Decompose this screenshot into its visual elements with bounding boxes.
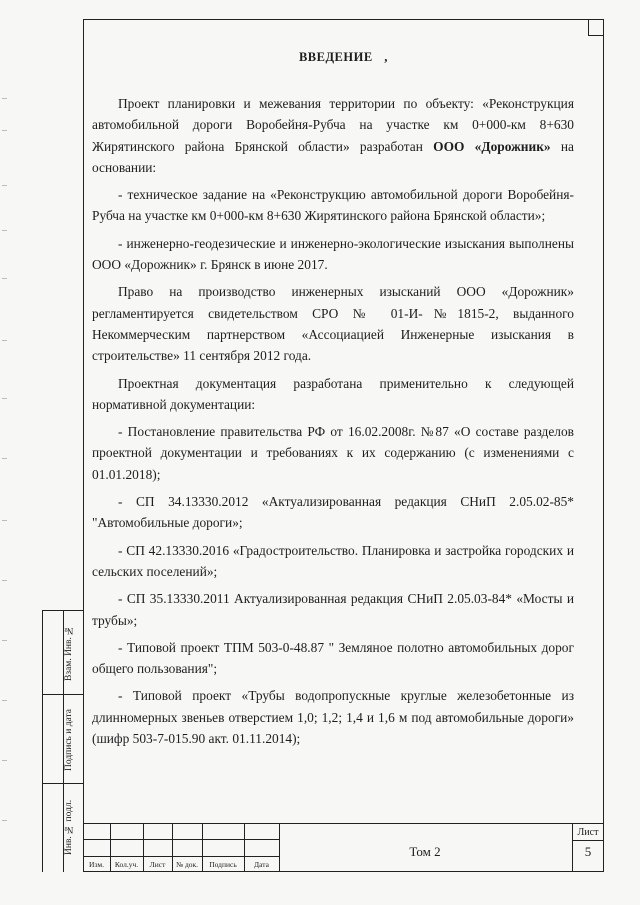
- paragraph-text: ООО «Дорожник»: [433, 138, 551, 154]
- paragraph-text: на основании:: [92, 138, 574, 175]
- paragraph-text: - СП 35.13330.2011 Актуализированная редакция СНиП 2.05.03-84* «Мосты и трубы»;: [92, 591, 574, 628]
- paragraph-5: [92, 373, 574, 416]
- paragraph-text: - Типовой проект ТПМ 503-0-48.87 " Земляное полотно автомобильных дорог общего пользования";: [92, 639, 574, 677]
- paragraph-8: [92, 540, 574, 583]
- paragraph-7: [92, 491, 574, 534]
- paragraph-text: Право на производство инженерных изысканий ООО «Дорожник» регламентируется свидетельством СРО № 01-И-№1815-2, выданного Некоммерческим партнерством «Ассоциацией Инженерные изыскания в строительстве» 11 сентября 2012 года.: [92, 284, 574, 364]
- paragraph-text: - СП 34.13330.2012 «Актуализированная редакция СНиП 2.05.02-85* "Автомобильные дороги»;: [92, 494, 574, 531]
- paragraph-text: Проект планировки и межевания территории по объекту: «Реконструкция автомобильной дороги Воробейня-Рубча на участке км 0+000-км 8+630 Жирятинского района Брянской области» разработан: [92, 96, 574, 154]
- page-title: [83, 49, 604, 65]
- paragraph-11: [92, 685, 574, 749]
- col-podpis: Подпись: [209, 860, 237, 869]
- sheet-label: Лист: [577, 827, 599, 838]
- paragraph-6: [92, 421, 574, 485]
- col-kol-uch: Кол.уч.: [114, 860, 139, 869]
- col-data: Дата: [254, 860, 269, 869]
- side-stamp: [42, 610, 83, 872]
- col-izm: Изм.: [89, 860, 104, 869]
- sheet-number: 5: [584, 844, 592, 859]
- paragraph-text: Проектная документация разработана применительно к следующей нормативной документации:: [92, 375, 574, 412]
- podpis-label: Подпись и дата: [64, 709, 74, 772]
- paragraph-4: [92, 281, 574, 366]
- paragraph-3: [92, 233, 574, 276]
- paragraph-2: [92, 184, 574, 227]
- paragraph-text: - Постановление правительства РФ от 16.02.2008г. №87 «О составе разделов проектной документации и требованиях к их содержанию (с изменениями с 01.01.2018);: [92, 424, 574, 482]
- title-block: [83, 823, 604, 872]
- title-mark: ,: [384, 49, 389, 64]
- paragraph-1: [92, 93, 574, 178]
- vzam-label: Взам. Инв. №: [64, 624, 74, 682]
- title-text: ВВЕДЕНИЕ: [298, 50, 373, 64]
- paragraph-text: - техническое задание на «Реконструкцию автомобильной дороги Воробейня-Рубча на участке км 0+000-км 8+630 Жирятинского района Брянской области»;: [92, 187, 574, 224]
- document-body: [92, 93, 574, 755]
- paragraph-text: - Типовой проект «Трубы водопропускные круглые железобетонные из длинномерных звеньев отверстием 1,0; 1,2; 1,4 и 1,6 м под автомобильные дороги» (шифр 503-7-015.90 акт. 01.11.2014);: [92, 688, 574, 747]
- col-n-dok: № док.: [175, 860, 199, 869]
- col-list: Лист: [149, 860, 166, 869]
- corner-box: [588, 19, 604, 36]
- inv-label: Инв. № подл.: [64, 799, 74, 855]
- paragraph-text: - инженерно-геодезические и инженерно-экологические изыскания выполнены ООО «Дорожник» г. Брянск в июне 2017.: [92, 235, 574, 273]
- paragraph-10: [92, 637, 574, 680]
- paragraph-9: [92, 588, 574, 631]
- tom-label: Том 2: [409, 844, 441, 859]
- paragraph-text: - СП 42.13330.2016 «Градостроительство. Планировка и застройка городских и сельских поселений»;: [92, 542, 574, 579]
